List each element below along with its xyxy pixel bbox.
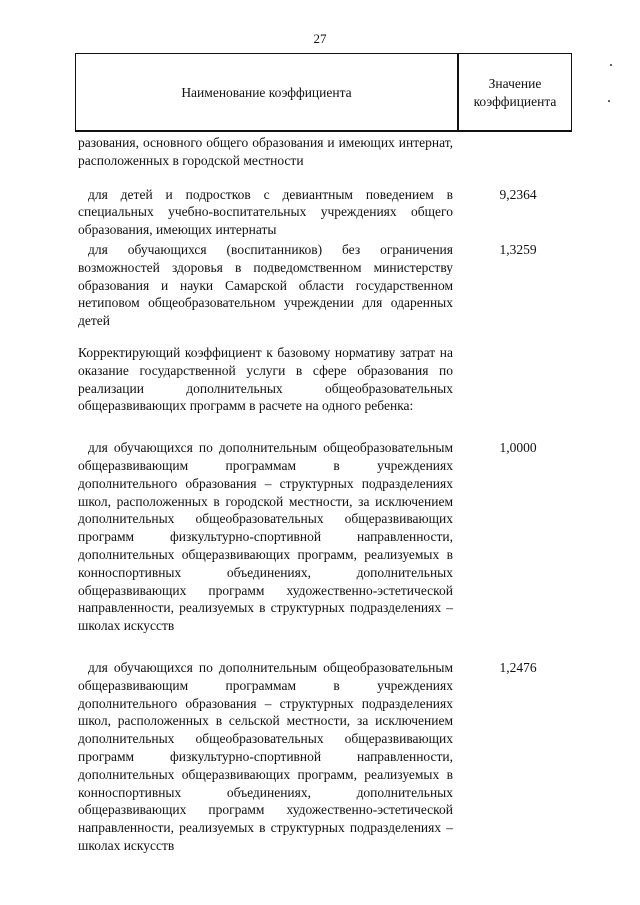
scan-speck [608, 100, 610, 102]
scan-speck [610, 64, 612, 66]
row-text: для детей и подростков с девиантным поведением в специальных учебно-воспитательных учреждениях общего образования, имеющих интернаты [78, 186, 453, 238]
row-text: разования, основного общего образования и имеющих интернат, расположенных в городской местности [78, 135, 453, 168]
table-row [78, 134, 568, 170]
row-value: 1,2476 [499, 659, 537, 675]
table-row [78, 186, 568, 239]
row-text: для обучающихся по дополнительным общеобразовательным общеразвивающим программам в учреждениях дополнительного образования – структурных подразделениях школ, расположенных в городской местности, за исключением дополнительных общеобразовательных общеразвивающих программ физкультурно-спортивной направленности, дополнительных общеразвивающих программ, реализуемых в конноспортивных объединениях, дополнительных общеразвивающих программ художественно-эстетической направленности, реализуемых в структурных подразделениях – школах искусств [78, 440, 453, 634]
table-row [78, 659, 568, 855]
row-value: 9,2364 [499, 186, 537, 202]
row-value: 1,3259 [499, 241, 537, 257]
column-header-name: Наименование коэффициента [181, 84, 352, 100]
row-text: для обучающихся (воспитанников) без ограничения возможностей здоровья в подведомственном министерству образования и науки Самарской области государственном нетиповом общеобразовательном учреждении для одаренных детей [78, 241, 453, 329]
row-value: 1,0000 [499, 440, 537, 456]
row-text: Корректирующий коэффициент к базовому нормативу затрат на оказание государственной услуги в сфере образования по реализации дополнительных общеобразовательных общеразвивающих программ в расчете на одного ребенка: [78, 344, 453, 414]
row-text: для обучающихся по дополнительным общеобразовательным общеразвивающим программам в учреждениях дополнительного образования – структурных подразделениях школ, расположенных в сельской местности, за исключением дополнительных общеобразовательных общеразвивающих программ физкультурно-спортивной направленности, дополнительных общеразвивающих программ, реализуемых в конноспортивных объединениях, дополнительных общеразвивающих программ художественно-эстетической направленности, реализуемых в структурных подразделениях – школах искусств [78, 659, 453, 853]
table-header [75, 53, 572, 131]
page-number: 27 [313, 31, 327, 46]
table-row [78, 439, 568, 635]
table-row [78, 344, 568, 415]
header-divider-line [75, 130, 572, 132]
column-header-value: Значение коэффициента [473, 75, 557, 109]
table-row [78, 241, 568, 330]
table-body [78, 134, 568, 855]
